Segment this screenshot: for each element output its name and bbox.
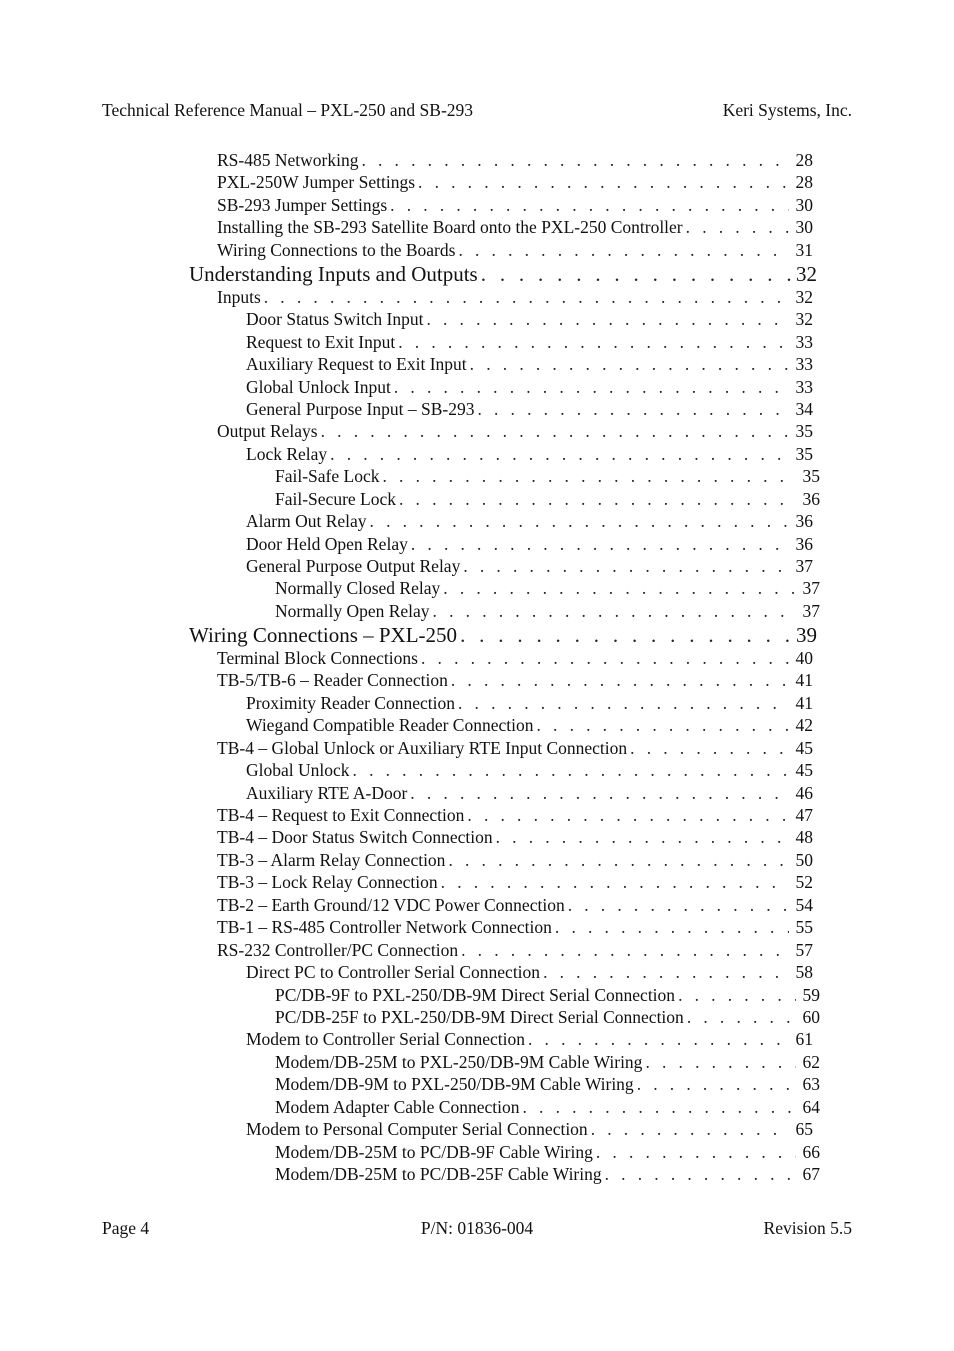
toc-entry <box>0 150 954 172</box>
dot-leader <box>318 421 789 442</box>
toc-entry-page-number: 36 <box>796 489 820 510</box>
toc-entry-page-number: 62 <box>796 1052 820 1073</box>
toc-entry-page-number: 63 <box>796 1074 820 1095</box>
toc-entry <box>0 760 954 782</box>
toc-entry <box>0 693 954 715</box>
dot-leader <box>540 962 789 983</box>
toc-entry-title: TB-4 – Request to Exit Connection <box>217 805 465 825</box>
toc-entry-page-number: 54 <box>789 895 813 916</box>
toc-entry-title: Wiring Connections – PXL-250 <box>189 623 458 648</box>
toc-entry <box>0 240 954 262</box>
dot-leader <box>395 332 789 353</box>
toc-entry-title: Wiegand Compatible Reader Connection <box>246 715 534 736</box>
toc-entry-page-number: 52 <box>789 872 813 893</box>
toc-entry-title: Lock Relay <box>246 443 328 464</box>
toc-entry-title: TB-4 – Door Status Switch Connection <box>217 827 493 848</box>
toc-entry-title: PXL-250W Jumper Settings <box>217 172 416 193</box>
toc-entry <box>0 377 954 399</box>
toc-entry-page-number: 32 <box>789 287 813 308</box>
toc-entry-title: TB-2 – Earth Ground/12 VDC Power Connection <box>217 894 565 915</box>
toc-entry <box>0 421 954 443</box>
dot-leader <box>445 850 789 871</box>
toc-entry-title: Normally Closed Relay <box>275 578 441 599</box>
toc-entry <box>0 489 954 511</box>
toc-entry <box>0 556 954 578</box>
toc-entry <box>0 399 954 421</box>
toc-entry-page-number: 37 <box>796 578 820 599</box>
toc-entry-page-number: 42 <box>789 715 813 736</box>
toc-entry-title: SB-293 Jumper Settings <box>217 194 388 215</box>
toc-entry <box>0 962 954 984</box>
toc-entry-page-number: 28 <box>789 150 813 171</box>
toc-entry-title: Direct PC to Controller Serial Connection <box>246 962 541 983</box>
toc-entry-title: Alarm Out Relay <box>246 511 367 532</box>
dot-leader <box>634 1074 796 1095</box>
toc-entry-page-number: 35 <box>789 421 813 442</box>
toc-entry-title: Modem/DB-9M to PXL-250/DB-9M Cable Wiring <box>275 1074 634 1095</box>
toc-entry <box>0 217 954 239</box>
toc-entry-title: Understanding Inputs and Outputs <box>189 262 478 287</box>
toc-entry-page-number: 32 <box>793 262 817 287</box>
toc-entry <box>0 309 954 331</box>
toc-entry-title: Auxiliary RTE A-Door <box>246 782 408 803</box>
dot-leader <box>525 1029 789 1050</box>
dot-leader <box>519 1097 796 1118</box>
dot-leader <box>423 309 789 330</box>
toc-entry <box>0 601 954 623</box>
toc-entry <box>0 895 954 917</box>
toc-entry-title: PC/DB-9F to PXL-250/DB-9M Direct Serial Connection <box>275 984 676 1005</box>
toc-entry-title: PC/DB-25F to PXL-250/DB-9M Direct Serial Connection <box>275 1006 684 1027</box>
toc-entry-page-number: 34 <box>789 399 813 420</box>
toc-entry-page-number: 37 <box>796 601 820 622</box>
toc-entry <box>0 534 954 556</box>
toc-entry <box>0 1074 954 1096</box>
toc-entry-page-number: 35 <box>789 444 813 465</box>
toc-entry-title: Inputs <box>217 286 261 307</box>
toc-entry <box>0 1007 954 1029</box>
toc-entry-page-number: 47 <box>789 805 813 826</box>
dot-leader <box>327 444 789 465</box>
toc-entry-title: TB-4 – Global Unlock or Auxiliary RTE Input Connection <box>217 737 628 758</box>
dot-leader <box>350 760 789 781</box>
toc-entry-page-number: 45 <box>789 760 813 781</box>
toc-entry-page-number: 36 <box>789 534 813 555</box>
dot-leader <box>458 940 789 961</box>
toc-entry <box>0 332 954 354</box>
dot-leader <box>455 693 789 714</box>
toc-entry-page-number: 31 <box>789 240 813 261</box>
dot-leader <box>478 262 793 287</box>
dot-leader <box>684 1007 796 1028</box>
toc-entry <box>0 511 954 533</box>
toc-entry <box>0 1097 954 1119</box>
toc-entry-title: Request to Exit Input <box>246 331 396 352</box>
toc-entry-title: Terminal Block Connections <box>217 647 418 668</box>
dot-leader <box>408 534 789 555</box>
toc-entry-title: TB-3 – Alarm Relay Connection <box>217 849 446 870</box>
toc-entry-page-number: 61 <box>789 1029 813 1050</box>
toc-entry-title: Global Unlock Input <box>246 376 391 397</box>
dot-leader <box>588 1119 789 1140</box>
toc-entry-page-number: 39 <box>793 623 817 648</box>
dot-leader <box>464 805 789 826</box>
toc-entry-page-number: 33 <box>789 332 813 353</box>
toc-entry-page-number: 48 <box>789 827 813 848</box>
dot-leader <box>455 240 789 261</box>
dot-leader <box>430 601 796 622</box>
toc-entry <box>0 287 954 309</box>
dot-leader <box>407 783 789 804</box>
toc-entry-title: Normally Open Relay <box>275 600 430 621</box>
toc-entry-title: Output Relays <box>217 421 318 442</box>
dot-leader <box>627 738 789 759</box>
toc-entry <box>0 872 954 894</box>
dot-leader <box>379 466 796 487</box>
toc-entry-page-number: 33 <box>789 354 813 375</box>
dot-leader <box>261 287 789 308</box>
toc-entry-title: General Purpose Input – SB-293 <box>246 398 475 419</box>
toc-entry-title: General Purpose Output Relay <box>246 556 461 577</box>
toc-entry-title: Door Held Open Relay <box>246 533 408 554</box>
toc-entry <box>0 917 954 939</box>
toc-entry-page-number: 67 <box>796 1164 820 1185</box>
toc-entry <box>0 1164 954 1186</box>
toc-entry <box>0 466 954 488</box>
toc-entry-page-number: 41 <box>789 693 813 714</box>
toc-entry-page-number: 60 <box>796 1007 820 1028</box>
table-of-contents <box>0 150 954 1186</box>
toc-entry-page-number: 64 <box>796 1097 820 1118</box>
toc-entry-title: Modem/DB-25M to PC/DB-9F Cable Wiring <box>275 1141 593 1162</box>
toc-entry-title: Modem/DB-25M to PXL-250/DB-9M Cable Wiring <box>275 1051 643 1072</box>
dot-leader <box>565 895 789 916</box>
toc-entry-title: Wiring Connections to the Boards <box>217 239 456 260</box>
toc-entry-title: Door Status Switch Input <box>246 309 424 330</box>
toc-chapter-entry <box>0 262 954 287</box>
toc-entry-title: TB-5/TB-6 – Reader Connection <box>217 670 448 691</box>
toc-entry-page-number: 45 <box>789 738 813 759</box>
toc-entry <box>0 783 954 805</box>
dot-leader <box>460 556 789 577</box>
toc-entry <box>0 1052 954 1074</box>
toc-entry-title: Fail-Secure Lock <box>275 488 396 509</box>
dot-leader <box>438 872 789 893</box>
toc-entry-page-number: 33 <box>789 377 813 398</box>
toc-entry <box>0 670 954 692</box>
dot-leader <box>602 1164 796 1185</box>
dot-leader <box>448 670 789 691</box>
toc-entry-page-number: 46 <box>789 783 813 804</box>
dot-leader <box>675 985 796 1006</box>
toc-chapter-entry <box>0 623 954 648</box>
dot-leader <box>396 489 796 510</box>
dot-leader <box>367 511 789 532</box>
dot-leader <box>533 715 789 736</box>
dot-leader <box>418 648 789 669</box>
toc-entry-page-number: 50 <box>789 850 813 871</box>
toc-entry-page-number: 28 <box>789 172 813 193</box>
toc-entry-title: Modem Adapter Cable Connection <box>275 1096 520 1117</box>
toc-entry <box>0 648 954 670</box>
toc-entry <box>0 172 954 194</box>
toc-entry-page-number: 59 <box>796 985 820 1006</box>
dot-leader <box>387 195 789 216</box>
toc-entry-page-number: 58 <box>789 962 813 983</box>
toc-entry <box>0 985 954 1007</box>
toc-entry-title: RS-485 Networking <box>217 150 359 170</box>
toc-entry-title: Global Unlock <box>246 760 350 781</box>
dot-leader <box>457 623 793 648</box>
dot-leader <box>683 217 789 238</box>
toc-entry <box>0 1029 954 1051</box>
toc-entry <box>0 1142 954 1164</box>
toc-entry-page-number: 41 <box>789 670 813 691</box>
toc-entry-title: TB-1 – RS-485 Controller Network Connection <box>217 917 552 938</box>
page-number-label: Page 4 <box>102 1218 150 1238</box>
toc-entry <box>0 578 954 600</box>
toc-entry <box>0 850 954 872</box>
toc-entry-page-number: 30 <box>789 195 813 216</box>
toc-entry-page-number: 32 <box>789 309 813 330</box>
toc-entry <box>0 805 954 827</box>
toc-entry-page-number: 55 <box>789 917 813 938</box>
page-header <box>102 100 852 124</box>
dot-leader <box>415 172 789 193</box>
toc-entry <box>0 827 954 849</box>
toc-entry-page-number: 37 <box>789 556 813 577</box>
toc-entry-title: Modem to Controller Serial Connection <box>246 1029 525 1050</box>
toc-entry-title: Proximity Reader Connection <box>246 692 455 713</box>
dot-leader <box>593 1142 796 1163</box>
revision-label: Revision 5.5 <box>763 1218 852 1238</box>
toc-entry-page-number: 40 <box>789 648 813 669</box>
document-title: Technical Reference Manual – PXL-250 and SB-293 <box>102 100 474 120</box>
toc-entry-title: RS-232 Controller/PC Connection <box>217 939 459 960</box>
toc-entry <box>0 444 954 466</box>
toc-entry-page-number: 66 <box>796 1142 820 1163</box>
page-footer <box>102 1218 852 1242</box>
toc-entry-page-number: 30 <box>789 217 813 238</box>
toc-entry-title: Fail-Safe Lock <box>275 466 380 487</box>
dot-leader <box>391 377 789 398</box>
dot-leader <box>358 150 789 171</box>
toc-entry <box>0 738 954 760</box>
toc-entry-page-number: 35 <box>796 466 820 487</box>
toc-entry-title: Modem/DB-25M to PC/DB-25F Cable Wiring <box>275 1164 602 1184</box>
dot-leader <box>642 1052 796 1073</box>
toc-entry-page-number: 57 <box>789 940 813 961</box>
toc-entry <box>0 940 954 962</box>
company-name: Keri Systems, Inc. <box>722 100 852 120</box>
dot-leader <box>493 827 789 848</box>
toc-entry-title: Installing the SB-293 Satellite Board onto the PXL-250 Controller <box>217 217 683 238</box>
dot-leader <box>440 578 796 599</box>
toc-entry-title: Auxiliary Request to Exit Input <box>246 354 467 375</box>
toc-entry <box>0 1119 954 1141</box>
toc-entry-page-number: 65 <box>789 1119 813 1140</box>
toc-entry-title: Modem to Personal Computer Serial Connection <box>246 1119 588 1140</box>
toc-entry <box>0 195 954 217</box>
toc-entry <box>0 354 954 376</box>
toc-entry-page-number: 36 <box>789 511 813 532</box>
dot-leader <box>474 399 789 420</box>
toc-entry-title: TB-3 – Lock Relay Connection <box>217 872 438 893</box>
dot-leader <box>552 917 789 938</box>
toc-entry <box>0 715 954 737</box>
part-number: P/N: 01836-004 <box>420 1218 534 1238</box>
dot-leader <box>467 354 789 375</box>
